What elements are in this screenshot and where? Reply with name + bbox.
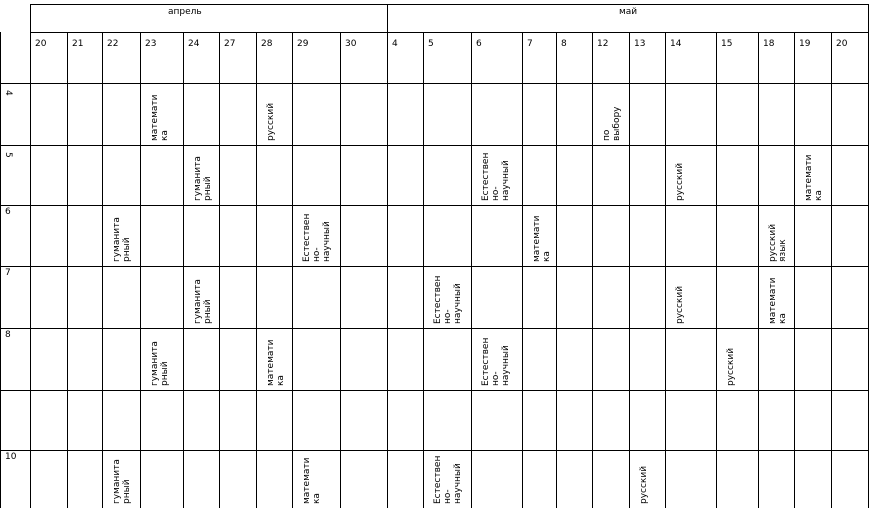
subject-entry: математи ка (804, 154, 824, 201)
day-header: 6 (476, 39, 482, 49)
subject-entry: русский (639, 465, 649, 504)
day-header: 8 (561, 39, 567, 49)
day-header: 24 (188, 39, 200, 49)
row-label: 6 (5, 207, 11, 217)
column-rule (556, 32, 557, 508)
subject-entry: гуманита рный (193, 279, 213, 324)
row-label: 10 (5, 452, 17, 462)
subject-entry: математи ка (266, 339, 286, 386)
day-header: 12 (597, 39, 609, 49)
subject-entry: гуманита рный (150, 341, 170, 386)
subject-entry: русский (266, 102, 276, 141)
column-rule (387, 4, 388, 508)
row-label: 7 (5, 268, 11, 278)
column-rule (340, 32, 341, 508)
subject-entry: русский язык (768, 223, 788, 262)
subject-entry: Естествен но- научный (433, 455, 463, 504)
day-header: 15 (721, 39, 733, 49)
column-rule (629, 32, 630, 508)
month-rule (30, 32, 868, 33)
column-rule (665, 32, 666, 508)
day-header: 22 (107, 39, 119, 49)
day-header: 20 (836, 39, 848, 49)
top-rule (30, 4, 868, 5)
day-header: 23 (145, 39, 157, 49)
subject-entry: Естествен но- научный (481, 337, 511, 386)
subject-entry: русский (726, 347, 736, 386)
day-header: 13 (634, 39, 646, 49)
row-rule (0, 145, 868, 146)
row-rule (0, 390, 868, 391)
row-rule (0, 83, 868, 84)
column-rule (831, 32, 832, 508)
column-rule (522, 32, 523, 508)
column-rule (256, 32, 257, 508)
day-header: 27 (224, 39, 236, 49)
column-rule (292, 32, 293, 508)
day-header: 14 (670, 39, 682, 49)
column-rule (102, 32, 103, 508)
column-rule (67, 32, 68, 508)
day-header: 20 (35, 39, 47, 49)
row-label: 4 (3, 90, 13, 96)
column-rule (758, 32, 759, 508)
day-header: 4 (392, 39, 398, 49)
row-rule (0, 450, 868, 451)
column-rule (30, 4, 31, 508)
subject-entry: Естествен но- научный (302, 213, 332, 262)
column-rule (716, 32, 717, 508)
day-header: 19 (799, 39, 811, 49)
day-header: 18 (763, 39, 775, 49)
day-header: 30 (345, 39, 357, 49)
column-rule (592, 32, 593, 508)
subject-entry: Естествен но- научный (433, 275, 463, 324)
day-header: 21 (72, 39, 84, 49)
column-rule (423, 32, 424, 508)
day-header: 7 (527, 39, 533, 49)
column-rule (219, 32, 220, 508)
subject-entry: гуманита рный (193, 156, 213, 201)
subject-entry: математи ка (768, 277, 788, 324)
subject-entry: гуманита рный (112, 459, 132, 504)
month-header: апрель (168, 7, 202, 17)
subject-entry: математи ка (150, 94, 170, 141)
subject-entry: русский (675, 285, 685, 324)
row-label: 8 (5, 330, 11, 340)
day-header: 29 (297, 39, 309, 49)
column-rule (794, 32, 795, 508)
day-header: 5 (428, 39, 434, 49)
subject-entry: математи ка (302, 457, 322, 504)
row-rule (0, 205, 868, 206)
day-header: 28 (261, 39, 273, 49)
column-rule (140, 32, 141, 508)
subject-entry: Естествен но- научный (481, 152, 511, 201)
row-rule (0, 266, 868, 267)
column-rule (183, 32, 184, 508)
subject-entry: русский (675, 162, 685, 201)
column-rule (868, 4, 869, 508)
month-header: май (619, 7, 638, 17)
subject-entry: гуманита рный (112, 217, 132, 262)
column-rule (471, 32, 472, 508)
row-rule (0, 328, 868, 329)
subject-entry: по выбору (602, 106, 622, 141)
subject-entry: математи ка (532, 215, 552, 262)
row-label: 5 (3, 152, 13, 158)
column-rule (0, 32, 1, 508)
